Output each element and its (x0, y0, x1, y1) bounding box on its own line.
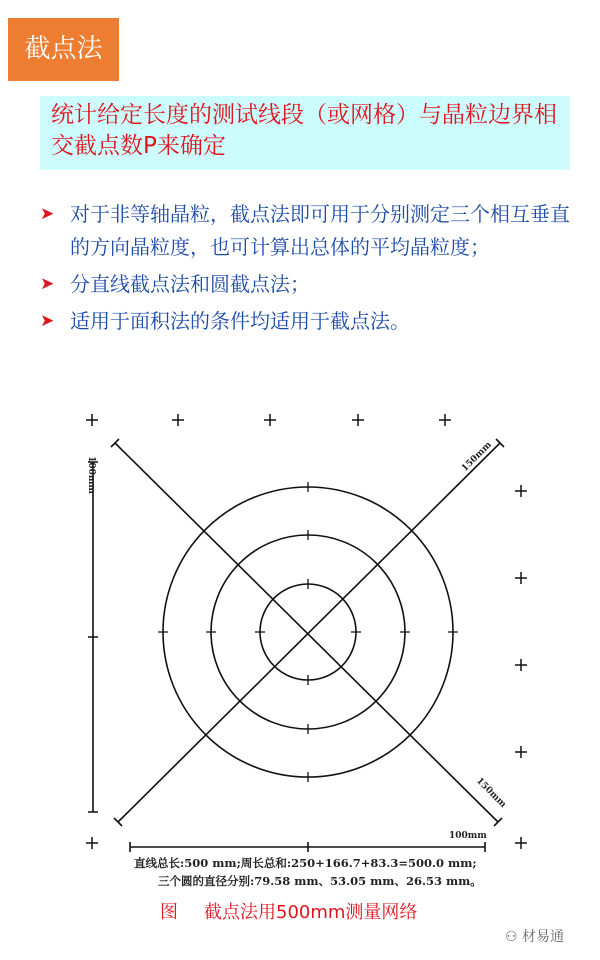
diagonal-bottom-label: 150mm (474, 776, 508, 810)
diagonal-top-label: 150mm (460, 440, 494, 474)
watermark (505, 926, 564, 946)
bullet-text: 分直线截点法和圆截点法； (70, 272, 310, 296)
bullet-text: 对于非等轴晶粒，截点法即可用于分别测定三个相互垂直的方向晶粒度，也可计算出总体的平均晶粒度； (70, 202, 570, 259)
caption-line-2: 三个圆的直径分别:79.58 mm、53.05 mm、26.53 mm。 (158, 874, 482, 888)
definition-box: 统计给定长度的测试线段（或网格）与晶粒边界相交截点数P来确定 (40, 96, 570, 170)
diagonal-line-1 (115, 443, 498, 822)
wechat-icon: ⚇ (505, 929, 523, 945)
bullet-text: 适用于面积法的条件均适用于截点法。 (70, 309, 410, 333)
figure-caption-text: 截点法用500mm测量网络 (204, 902, 418, 923)
figure-prefix: 图 (160, 902, 178, 923)
figure-caption (160, 898, 443, 924)
watermark-text: 材易通 (522, 929, 565, 945)
arrow-bullet-icon: ➤ (40, 311, 55, 331)
arrow-bullet-icon: ➤ (40, 274, 55, 294)
arrow-bullet-icon: ➤ (40, 204, 55, 224)
vertical-scale-label: 100mm (85, 456, 96, 494)
inner-circle (260, 584, 356, 680)
caption-line-1: 直线总长:500 mm;周长总和:250+166.7+83.3=500.0 mm; (134, 856, 477, 870)
horizontal-scale-label: 100mm (449, 831, 487, 841)
slide-title: 截点法 (8, 18, 119, 81)
diagonal-line-2 (118, 443, 500, 822)
